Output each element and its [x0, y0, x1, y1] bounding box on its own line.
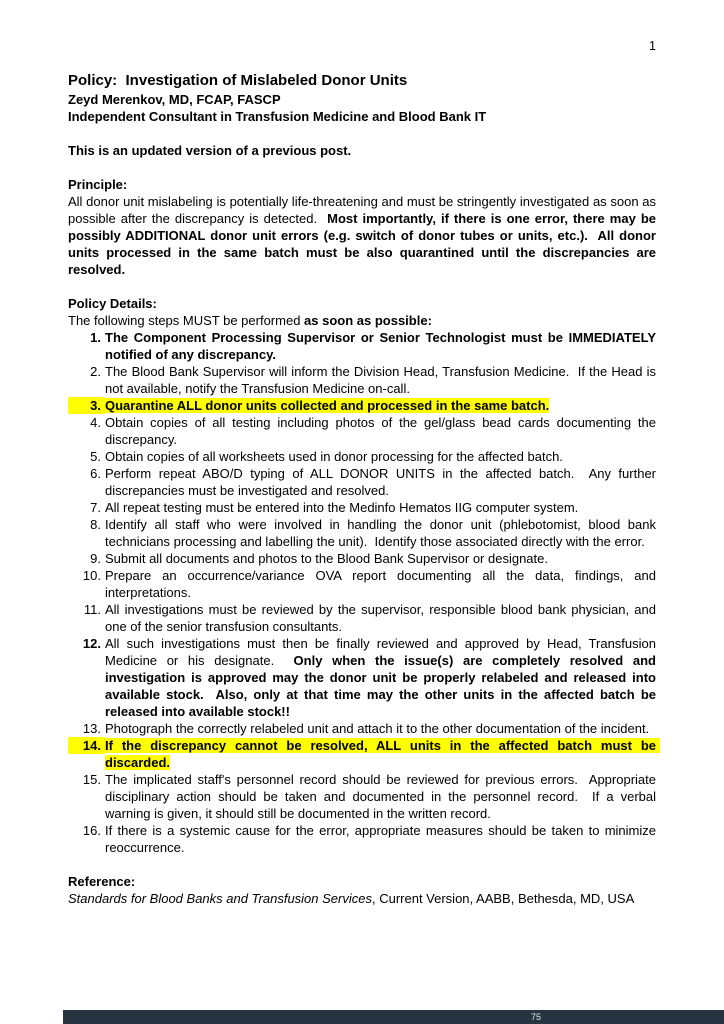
author-line: Zeyd Merenkov, MD, FCAP, FASCP [68, 92, 281, 107]
step-text: If the discrepancy cannot be resolved, ALL units in the affected batch must be discarded. [105, 738, 660, 770]
policy-step [68, 414, 660, 448]
policy-step [68, 448, 656, 465]
principle-text-normal: All donor unit mislabeling is potentially life-threatening and must be stringently investigated as soon as possible after the discrepancy is detected. [68, 194, 660, 226]
reference-line [68, 890, 656, 907]
principle-text-bold: Most importantly, if there is one error, there may be possibly ADDITIONAL donor unit errors (e.g. switch of donor tubes or units, etc.). All donor units processed in the same batch must be also quarantined until the discrepancies are resolved. [68, 211, 660, 277]
step-number: 16. [82, 823, 101, 838]
step-number: 4. [90, 415, 101, 430]
step-text: Identify all staff who were involved in handling the donor unit (phlebotomist, blood bank technicians processing and labelling the unit). Identify those associated directly with the error. [105, 517, 660, 549]
reference-heading: Reference: [68, 874, 136, 889]
step-number: 5. [90, 449, 101, 464]
step-number: 10. [82, 568, 101, 583]
policy-step [68, 822, 660, 856]
step-number: 12. [82, 636, 101, 651]
update-note: This is an updated version of a previous post. [68, 143, 352, 158]
policy-step [68, 363, 660, 397]
step-text: Prepare an occurrence/variance OVA report documenting all the data, findings, and interpretations. [105, 568, 660, 600]
step-text: Only when the issue(s) are completely resolved and investigation is approved may the donor unit be properly relabeled and released into available stock. Also, only at that time may the other units in the affected batch be released into available stock!! [105, 653, 660, 719]
step-number: 6. [90, 466, 101, 481]
policy-step [68, 516, 660, 550]
step-number: 1. [90, 330, 101, 345]
step-number: 2. [90, 364, 101, 379]
step-text: Obtain copies of all worksheets used in donor processing for the affected batch. [105, 449, 563, 464]
step-number: 7. [90, 500, 101, 515]
policy-step [68, 397, 656, 414]
step-number: 15. [82, 772, 101, 787]
reference-rest: , Current Version, AABB, Bethesda, MD, USA [371, 891, 635, 906]
affiliation-line: Independent Consultant in Transfusion Medicine and Blood Bank IT [68, 109, 487, 124]
policy-details-intro [68, 312, 656, 329]
policy-step [68, 329, 660, 363]
footer-label: 75 [531, 1012, 542, 1022]
document-content [68, 38, 660, 907]
step-text: Photograph the correctly relabeled unit and attach it to the other documentation of the incident. [105, 721, 650, 736]
policy-step [68, 720, 656, 737]
page-number: 1 [649, 39, 656, 53]
step-number: 11. [83, 602, 101, 617]
step-text: Perform repeat ABO/D typing of ALL DONOR UNITS in the affected batch. Any further discrepancies must be investigated and resolved. [105, 466, 660, 498]
step-number: 8. [90, 517, 101, 532]
reference-title-italic: Standards for Blood Banks and Transfusion Services [68, 891, 372, 906]
step-text: Obtain copies of all testing including photos of the gel/glass bead cards documenting the discrepancy. [105, 415, 660, 447]
step-text: The Component Processing Supervisor or Senior Technologist must be IMMEDIATELY notified of any discrepancy. [105, 330, 660, 362]
step-number: 14. [68, 737, 105, 754]
step-text: All investigations must be reviewed by the supervisor, responsible blood bank physician, and one of the senior transfusion consultants. [105, 602, 660, 634]
policy-step [68, 601, 660, 635]
step-number: 13. [82, 721, 101, 736]
policy-step [68, 499, 656, 516]
policy-step [68, 550, 656, 567]
step-text: The Blood Bank Supervisor will inform the Division Head, Transfusion Medicine. If the Head is not available, notify the Transfusion Medicine on-call. [105, 364, 660, 396]
step-text: All repeat testing must be entered into the Medinfo Hematos IIG computer system. [105, 500, 579, 515]
principle-heading: Principle: [68, 177, 128, 192]
footer-bar [63, 1010, 724, 1024]
step-text: The implicated staff's personnel record should be reviewed for previous errors. Appropriate disciplinary action should be taken and documented in the personnel record. If a verbal warning is given, it should still be documented in the written record. [105, 772, 660, 821]
step-number: 3. [68, 397, 105, 414]
principle-paragraph [68, 193, 660, 278]
step-text: Quarantine ALL donor units collected and processed in the same batch. [105, 398, 550, 413]
step-text: All such investigations must then be finally reviewed and approved by Head, Transfusion Medicine or his designate. [105, 636, 660, 668]
intro-text-normal: The following steps MUST be performed [68, 313, 305, 328]
policy-step [68, 737, 660, 771]
step-number: 9. [90, 551, 101, 566]
policy-details-heading: Policy Details: [68, 296, 157, 311]
step-text: If there is a systemic cause for the error, appropriate measures should be taken to minimize reoccurrence. [105, 823, 660, 855]
step-text: Submit all documents and photos to the Blood Bank Supervisor or designate. [105, 551, 548, 566]
policy-steps [68, 329, 660, 856]
policy-step [68, 771, 660, 822]
policy-step [68, 465, 660, 499]
intro-text-bold: as soon as possible: [304, 313, 432, 328]
document-title: Policy: Investigation of Mislabeled Donor Units [68, 72, 408, 89]
policy-step [68, 635, 660, 720]
policy-step [68, 567, 660, 601]
